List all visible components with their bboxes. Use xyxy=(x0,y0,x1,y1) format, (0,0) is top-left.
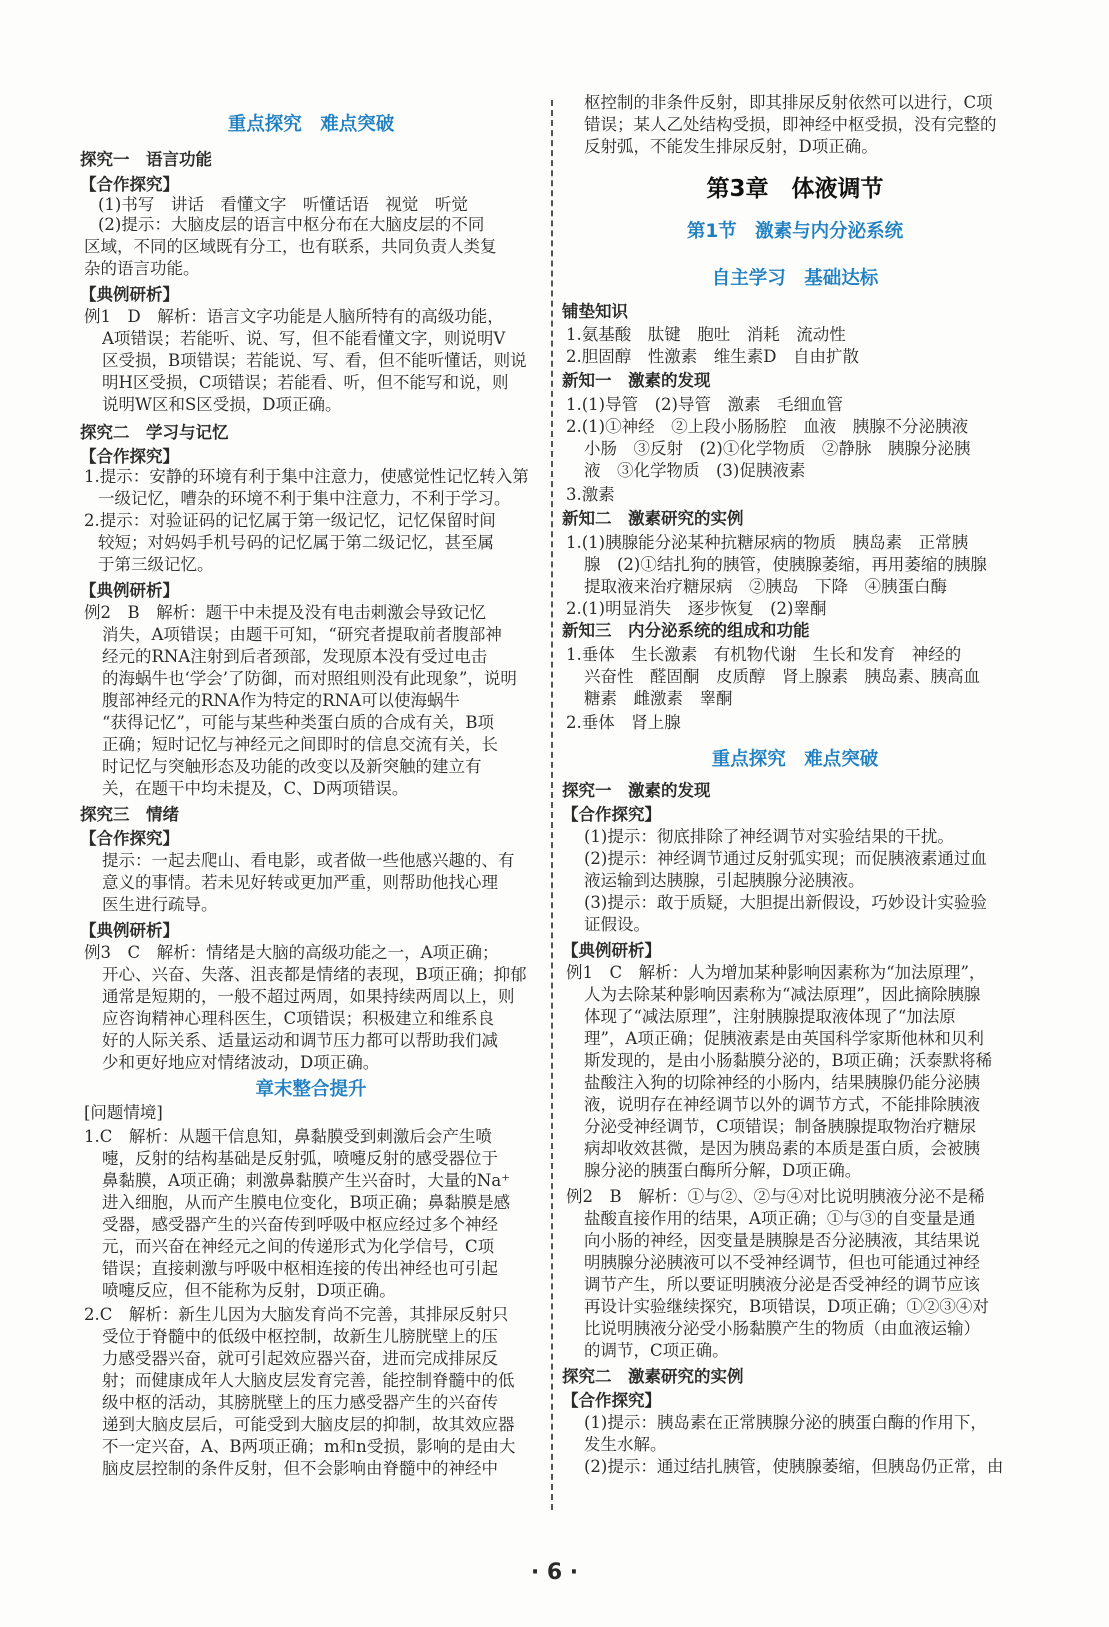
text-line: 调节产生，所以要证明胰液分泌是否受神经的调节应该 xyxy=(584,1275,980,1294)
text-line: 好的人际关系、适量运动和调节压力都可以帮助我们减 xyxy=(102,1031,498,1050)
text-line: 例3 C 解析：情绪是大脑的高级功能之一，A项正确； xyxy=(84,943,499,962)
text-line: 证假设。 xyxy=(584,915,650,934)
text-line: 脑皮层控制的条件反射，但不会影响由脊髓中的神经中 xyxy=(102,1459,498,1478)
text-line: 时记忆与突触形态及功能的改变以及新突触的建立有 xyxy=(102,757,482,776)
text-line: 不一定兴奋，A、B两项正确；m和n受损，影响的是由大 xyxy=(102,1437,516,1456)
subheading: 探究二 激素研究的实例 xyxy=(562,1367,744,1386)
subheading: 【合作探究】 xyxy=(80,175,179,194)
text-line: 较短；对妈妈手机号码的记忆属于第二级记忆，甚至属 xyxy=(98,533,494,552)
text-line: 2.(1)①神经 ②上段小肠肠腔 血液 胰腺不分泌胰液 xyxy=(566,417,969,436)
text-line: 提示：一起去爬山、看电影，或者做一些他感兴趣的、有 xyxy=(102,851,515,870)
text-line: 的调节，C项正确。 xyxy=(584,1341,729,1360)
text-line: 斯发现的，是由小肠黏膜分泌的，B项正确；沃泰默将稀 xyxy=(584,1051,993,1070)
text-line: (3)提示：敢于质疑，大胆提出新假设，巧妙设计实验验 xyxy=(584,893,987,912)
subheading: 【典例研析】 xyxy=(80,285,179,304)
column-divider xyxy=(551,100,553,1510)
subheading: 【典例研析】 xyxy=(80,581,179,600)
text-line: 关，在题干中均未提及，C、D两项错误。 xyxy=(102,779,409,798)
subheading: 【典例研析】 xyxy=(562,941,661,960)
subheading: 探究三 情绪 xyxy=(80,805,179,824)
text-line: [问题情境] xyxy=(84,1103,163,1122)
text-line: 2.C 解析：新生儿因为大脑发育尚不完善，其排尿反射只 xyxy=(84,1305,509,1324)
text-line: 腹部神经元的RNA作为特定的RNA可以使海蜗牛 xyxy=(102,691,461,710)
text-line: 经元的RNA注射到后者颈部，发现原本没有受过电击 xyxy=(102,647,488,666)
text-line: 区受损，B项错误；若能说、写、看，但不能听懂话，则说 xyxy=(102,351,527,370)
page-number: · 6 · xyxy=(530,1560,579,1585)
text-line: 盐酸直接作用的结果，A项正确；①与③的自变量是通 xyxy=(584,1209,976,1228)
subheading: 铺垫知识 xyxy=(562,302,628,321)
text-line: 3.激素 xyxy=(566,485,615,504)
text-line: 医生进行疏导。 xyxy=(102,895,218,914)
text-line: 区域，不同的区域既有分工，也有联系，共同负责人类复 xyxy=(84,237,497,256)
text-line: 例2 B 解析：①与②、②与④对比说明胰液分泌不是稀 xyxy=(566,1187,985,1206)
text-line: 体现了“减法原理”，注射胰腺提取液体现了“加法原 xyxy=(584,1007,956,1026)
text-line: 例2 B 解析：题干中未提及没有电击刺激会导致记忆 xyxy=(84,603,487,622)
text-line: 1.提示：安静的环境有利于集中注意力，使感觉性记忆转入第 xyxy=(84,467,529,486)
text-line: 1.(1)胰腺能分泌某种抗糖尿病的物质 胰岛素 正常胰 xyxy=(566,533,969,552)
text-line: 提取液来治疗糖尿病 ②胰岛 下降 ④胰蛋白酶 xyxy=(584,577,947,596)
text-line: 液，说明存在神经调节以外的调节方式，不能排除胰液 xyxy=(584,1095,980,1114)
text-line: (1)提示：胰岛素在正常胰腺分泌的胰蛋白酶的作用下， xyxy=(584,1413,987,1432)
text-line: (2)提示：通过结扎胰管，使胰腺萎缩，但胰岛仍正常，由 xyxy=(584,1457,1004,1476)
text-line: 2.提示：对验证码的记忆属于第一级记忆，记忆保留时间 xyxy=(84,511,496,530)
section-heading: 重点探究 难点突破 xyxy=(711,749,879,770)
text-line: 理”，A项正确；促胰液素是由英国科学家斯他林和贝利 xyxy=(584,1029,984,1048)
text-line: 枢控制的非条件反射，即其排尿反射依然可以进行，C项 xyxy=(584,93,993,112)
chapter-title: 第3章 体液调节 xyxy=(706,176,884,202)
text-line: 级中枢的活动，其膀胱壁上的压力感受器产生的兴奋传 xyxy=(102,1393,498,1412)
text-line: “获得记忆”，可能与某些种类蛋白质的合成有关，B项 xyxy=(102,713,494,732)
text-line: 分泌受神经调节，C项错误；制备胰腺提取物治疗糖尿 xyxy=(584,1117,977,1136)
text-line: 液 ③化学物质 (3)促胰液素 xyxy=(584,461,806,480)
text-line: 意义的事情。若未见好转或更加严重，则帮助他找心理 xyxy=(102,873,498,892)
text-line: 的海蜗牛也‘学会’了防御，而对照组则没有此现象”，说明 xyxy=(102,669,517,688)
text-line: 明H区受损，C项错误；若能看、听，但不能写和说，则 xyxy=(102,373,509,392)
text-line: 1.氨基酸 肽键 胞吐 消耗 流动性 xyxy=(566,325,846,344)
text-line: 少和更好地应对情绪波动，D项正确。 xyxy=(102,1053,380,1072)
subheading: 【合作探究】 xyxy=(80,829,179,848)
subheading: 探究二 学习与记忆 xyxy=(80,423,229,442)
text-line: 糖素 雌激素 睾酮 xyxy=(584,689,733,708)
text-line: 通常是短期的，一般不超过两周，如果持续两周以上，则 xyxy=(102,987,515,1006)
text-line: 腺分泌的胰蛋白酶所分解，D项正确。 xyxy=(584,1161,862,1180)
text-line: 2.胆固醇 性激素 维生素D 自由扩散 xyxy=(566,347,859,366)
subheading: 【典例研析】 xyxy=(80,921,179,940)
text-line: 递到大脑皮层后，可能受到大脑皮层的抑制，故其效应器 xyxy=(102,1415,515,1434)
text-line: (2)提示：神经调节通过反射弧实现；而促胰液素通过血 xyxy=(584,849,987,868)
subheading: 【合作探究】 xyxy=(80,447,179,466)
text-line: 再设计实验继续探究，B项错误，D项正确；①②③④对 xyxy=(584,1297,989,1316)
text-line: 说明W区和S区受损，D项正确。 xyxy=(102,395,342,414)
text-line: 盐酸注入狗的切除神经的小肠内，结果胰腺仍能分泌胰 xyxy=(584,1073,980,1092)
subheading: 【合作探究】 xyxy=(562,805,661,824)
text-line: 进入细胞，从而产生膜电位变化，B项正确；鼻黏膜是感 xyxy=(102,1193,511,1212)
text-line: 1.垂体 生长激素 有机物代谢 生长和发育 神经的 xyxy=(566,645,962,664)
text-line: 鼻黏膜，A项正确；刺激鼻黏膜产生兴奋时，大量的Na⁺ xyxy=(102,1171,510,1190)
text-line: (1)提示：彻底排除了神经调节对实验结果的干扰。 xyxy=(584,827,954,846)
text-line: 1.C 解析：从题干信息知，鼻黏膜受到刺激后会产生喷 xyxy=(84,1127,492,1146)
text-line: 向小肠的神经，因变量是胰腺是否分泌胰液，其结果说 xyxy=(584,1231,980,1250)
text-line: 开心、兴奋、失落、沮丧都是情绪的表现，B项正确；抑郁 xyxy=(102,965,527,984)
section-heading: 第1节 激素与内分泌系统 xyxy=(686,221,904,242)
text-line: 液运输到达胰腺，引起胰腺分泌胰液。 xyxy=(584,871,865,890)
text-line: 反射弧，不能发生排尿反射，D项正确。 xyxy=(584,137,878,156)
text-line: 正确；短时记忆与神经元之间即时的信息交流有关，长 xyxy=(102,735,498,754)
text-line: 受器，感受器产生的兴奋传到呼吸中枢应经过多个神经 xyxy=(102,1215,498,1234)
text-line: 错误；某人乙处结构受损，即神经中枢受损，没有完整的 xyxy=(584,115,997,134)
text-line: 例1 C 解析：人为增加某种影响因素称为“加法原理”， xyxy=(566,963,986,982)
text-line: 应咨询精神心理科医生，C项错误；积极建立和维系良 xyxy=(102,1009,495,1028)
subheading: 【合作探究】 xyxy=(562,1391,661,1410)
text-line: 受位于脊髓中的低级中枢控制，故新生儿膀胱壁上的压 xyxy=(102,1327,498,1346)
text-line: 于第三级记忆。 xyxy=(98,555,214,574)
text-line: 元，而兴奋在神经元之间的传递形式为化学信号，C项 xyxy=(102,1237,495,1256)
subheading: 探究一 语言功能 xyxy=(80,150,212,169)
subheading: 新知三 内分泌系统的组成和功能 xyxy=(562,621,810,640)
text-line: 2.垂体 肾上腺 xyxy=(566,713,681,732)
text-line: 明胰腺分泌胰液可以不受神经调节，但也可能通过神经 xyxy=(584,1253,980,1272)
section-heading: 重点探究 难点突破 xyxy=(227,114,395,135)
subheading: 探究一 激素的发现 xyxy=(562,781,711,800)
text-line: 嚏，反射的结构基础是反射弧，喷嚏反射的感受器位于 xyxy=(102,1149,498,1168)
text-line: 2.(1)明显消失 逐步恢复 (2)睾酮 xyxy=(566,599,827,618)
subheading: 新知一 激素的发现 xyxy=(562,371,711,390)
text-line: 兴奋性 醛固酮 皮质醇 肾上腺素 胰岛素、胰高血 xyxy=(584,667,980,686)
text-line: 射；而健康成年人大脑皮层发育完善，能控制脊髓中的低 xyxy=(102,1371,515,1390)
section-heading: 自主学习 基础达标 xyxy=(711,268,879,289)
text-line: 小肠 ③反射 (2)①化学物质 ②静脉 胰腺分泌胰 xyxy=(584,439,971,458)
text-line: 一级记忆，嘈杂的环境不利于集中注意力，不利于学习。 xyxy=(98,489,511,508)
text-line: 喷嚏反应，但不能称为反射，D项正确。 xyxy=(102,1281,396,1300)
text-line: 例1 D 解析：语言文字功能是人脑所特有的高级功能， xyxy=(84,307,504,326)
text-line: 消失，A项错误；由题干可知，“研究者提取前者腹部神 xyxy=(102,625,502,644)
subheading: 新知二 激素研究的实例 xyxy=(562,509,744,528)
text-line: 病却收效甚微，是因为胰岛素的本质是蛋白质，会被胰 xyxy=(584,1139,980,1158)
section-heading: 章末整合提升 xyxy=(255,1079,367,1100)
text-line: 错误；直接刺激与呼吸中枢相连接的传出神经也可引起 xyxy=(102,1259,498,1278)
text-line: 杂的语言功能。 xyxy=(84,259,200,278)
text-line: A项错误；若能听、说、写，但不能看懂文字，则说明V xyxy=(102,329,506,348)
text-line: 1.(1)导管 (2)导管 激素 毛细血管 xyxy=(566,395,843,414)
text-line: (2)提示：大脑皮层的语言中枢分布在大脑皮层的不同 xyxy=(98,215,485,234)
text-line: 力感受器兴奋，就可引起效应器兴奋，进而完成排尿反 xyxy=(102,1349,498,1368)
text-line: (1)书写 讲话 看懂文字 听懂话语 视觉 听觉 xyxy=(98,195,468,214)
text-line: 比说明胰液分泌受小肠黏膜产生的物质（由血液运输） xyxy=(584,1319,980,1338)
text-line: 人为去除某种影响因素称为“减法原理”，因此摘除胰腺 xyxy=(584,985,981,1004)
text-line: 腺 (2)①结扎狗的胰管，使胰腺萎缩，再用萎缩的胰腺 xyxy=(584,555,987,574)
text-line: 发生水解。 xyxy=(584,1435,667,1454)
